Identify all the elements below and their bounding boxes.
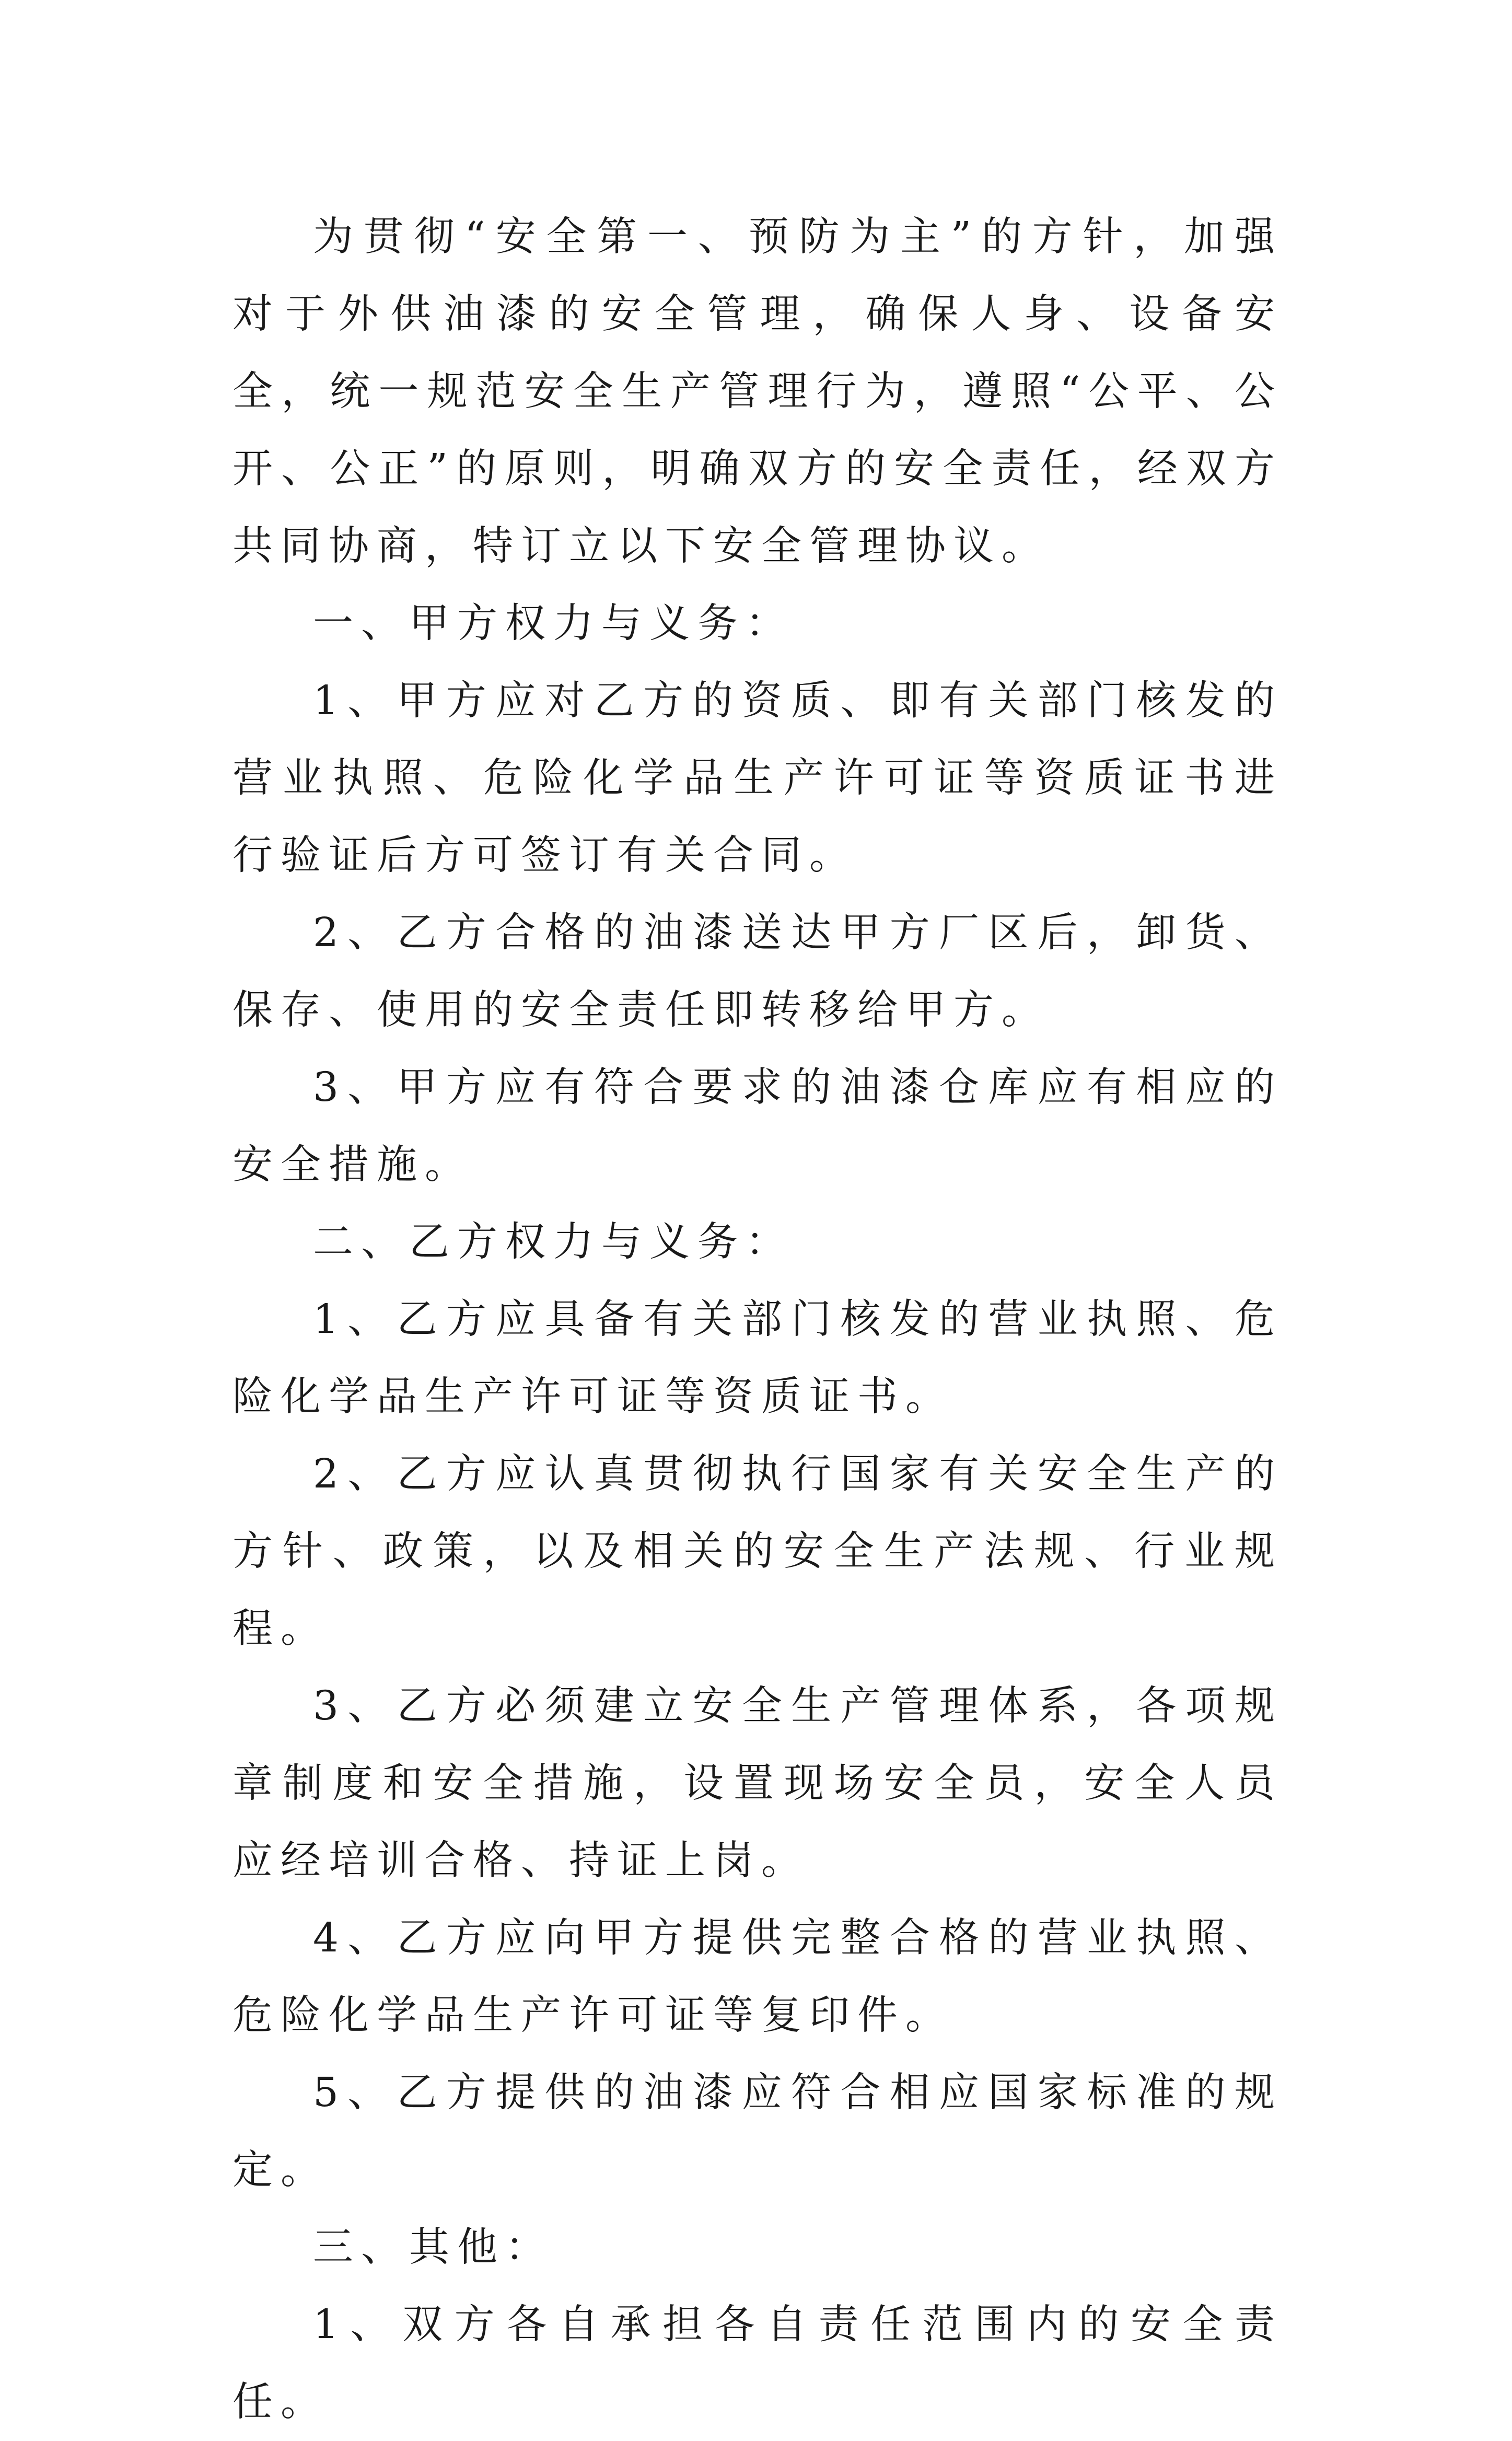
party-a-clause-2: 2、乙方合格的油漆送达甲方厂区后，卸货、保存、使用的安全责任即转移给甲方。 [232,910,1283,1033]
party-a-clause-1: 1、甲方应对乙方的资质、即有关部门核发的营业执照、危险化学品生产许可证等资质证书进行验证后方可签订有关合同。 [232,678,1283,879]
section-heading-party-b: 二、乙方权力与义务： [313,1219,794,1265]
party-b-clause-5: 5、乙方提供的油漆应符合相应国家标准的规定。 [232,2070,1283,2193]
party-b-clause-2: 2、乙方应认真贯彻执行国家有关安全生产的方针、政策，以及相关的安全生产法规、行业规程。 [232,1451,1283,1652]
document-body [232,199,1283,2441]
section-heading-party-a: 一、甲方权力与义务： [313,600,794,647]
section-heading-other: 三、其他： [313,2224,553,2271]
party-b-clause-1: 1、乙方应具备有关部门核发的营业执照、危险化学品生产许可证等资质证书。 [232,1296,1283,1420]
other-clause-1: 1、双方各自承担各自责任范围内的安全责任。 [232,2301,1283,2425]
intro-paragraph: 为贯彻“安全第一、预防为主”的方针，加强对于外供油漆的安全管理，确保人身、设备安全，统一规范安全生产管理行为，遵照“公平、公开、公正”的原则，明确双方的安全责任，经双方共同协商，特订立以下安全管理协议。 [232,214,1283,569]
party-b-clause-3: 3、乙方必须建立安全生产管理体系，各项规章制度和安全措施，设置现场安全员，安全人员应经培训合格、持证上岗。 [232,1683,1283,1884]
party-a-clause-3: 3、甲方应有符合要求的油漆仓库应有相应的安全措施。 [232,1064,1283,1188]
party-b-clause-4: 4、乙方应向甲方提供完整合格的营业执照、危险化学品生产许可证等复印件。 [232,1915,1283,2039]
